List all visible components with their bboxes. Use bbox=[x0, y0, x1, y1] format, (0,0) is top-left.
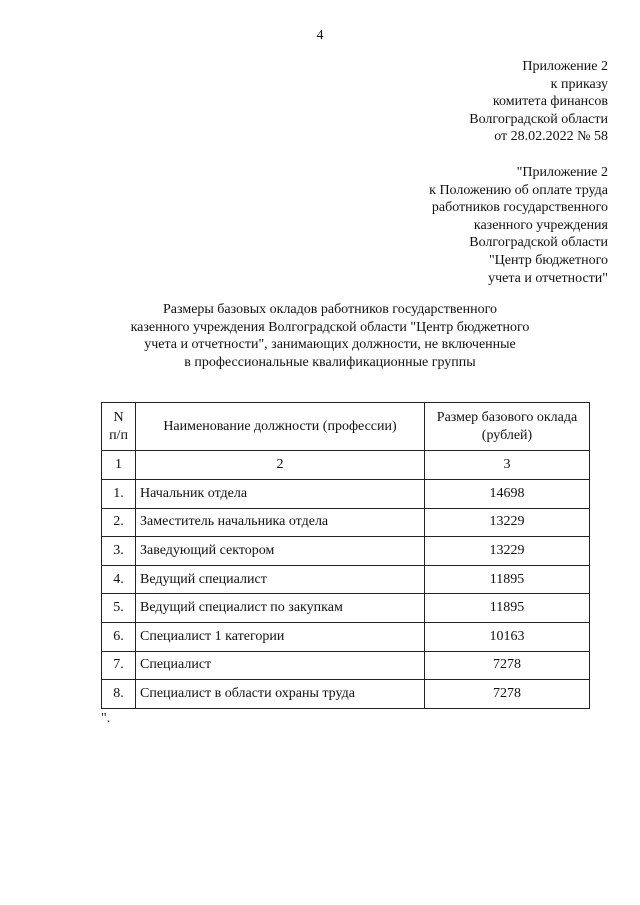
appendix-order-block bbox=[469, 58, 608, 146]
column-number: 1 bbox=[102, 451, 136, 480]
page-number: 4 bbox=[316, 28, 324, 43]
table-row bbox=[102, 508, 590, 537]
position-name: Ведущий специалист bbox=[136, 565, 425, 594]
table-row bbox=[102, 537, 590, 566]
base-salary: 11895 bbox=[425, 565, 590, 594]
appendix-regulation-line: Волгоградской области bbox=[469, 235, 608, 251]
table-row bbox=[102, 565, 590, 594]
table-header-row bbox=[102, 403, 590, 451]
base-salary: 13229 bbox=[425, 537, 590, 566]
table-row bbox=[102, 622, 590, 651]
title-line: в профессиональные квалификационные группы bbox=[184, 354, 476, 370]
position-name: Специалист bbox=[136, 651, 425, 680]
base-salary: 7278 bbox=[425, 651, 590, 680]
header-number bbox=[102, 403, 136, 451]
position-name: Заведующий сектором bbox=[136, 537, 425, 566]
salary-table bbox=[101, 402, 590, 709]
title-line: Размеры базовых окладов работников государственного bbox=[163, 302, 497, 317]
base-salary: 14698 bbox=[425, 480, 590, 509]
header-number-line: п/п bbox=[109, 427, 128, 443]
table-row bbox=[102, 480, 590, 509]
row-number: 1. bbox=[102, 480, 136, 509]
position-name: Специалист в области охраны труда bbox=[136, 680, 425, 709]
column-numbers-row bbox=[102, 451, 590, 480]
position-name: Специалист 1 категории bbox=[136, 622, 425, 651]
table-row bbox=[102, 594, 590, 623]
base-salary: 7278 bbox=[425, 680, 590, 709]
appendix-order-line: Волгоградской области bbox=[469, 111, 608, 127]
row-number: 2. bbox=[102, 508, 136, 537]
row-number: 7. bbox=[102, 651, 136, 680]
row-number: 6. bbox=[102, 622, 136, 651]
title-line: казенного учреждения Волгоградской области "Центр бюджетного bbox=[130, 319, 530, 335]
appendix-regulation-line: "Приложение 2 bbox=[516, 165, 608, 180]
position-name: Заместитель начальника отдела bbox=[136, 508, 425, 537]
row-number: 4. bbox=[102, 565, 136, 594]
appendix-order-line: от 28.02.2022 № 58 bbox=[494, 129, 608, 145]
appendix-regulation-line: учета и отчетности" bbox=[488, 270, 608, 286]
table-row bbox=[102, 651, 590, 680]
header-position-line: Наименование должности (профессии) bbox=[163, 418, 397, 434]
row-number: 8. bbox=[102, 680, 136, 709]
appendix-regulation-block bbox=[429, 164, 608, 287]
position-name: Начальник отдела bbox=[136, 480, 425, 509]
column-number: 3 bbox=[425, 451, 590, 480]
row-number: 5. bbox=[102, 594, 136, 623]
position-name: Ведущий специалист по закупкам bbox=[136, 594, 425, 623]
header-salary-line: (рублей) bbox=[481, 427, 533, 443]
document-title bbox=[60, 301, 600, 371]
table-row bbox=[102, 680, 590, 709]
base-salary: 11895 bbox=[425, 594, 590, 623]
title-line: учета и отчетности", занимающих должности, не включенные bbox=[144, 337, 516, 353]
appendix-regulation-line: казенного учреждения bbox=[473, 217, 608, 233]
appendix-regulation-line: "Центр бюджетного bbox=[488, 252, 608, 268]
closing-quote-mark: ". bbox=[101, 711, 111, 726]
appendix-regulation-line: работников государственного bbox=[431, 200, 608, 216]
header-base-salary bbox=[425, 403, 590, 451]
row-number: 3. bbox=[102, 537, 136, 566]
appendix-order-line: к приказу bbox=[550, 76, 608, 92]
column-number: 2 bbox=[136, 451, 425, 480]
header-number-line: N bbox=[113, 409, 124, 425]
appendix-regulation-line: к Положению об оплате труда bbox=[429, 182, 608, 198]
header-position-name bbox=[136, 403, 425, 451]
header-salary-line: Размер базового оклада bbox=[436, 409, 578, 425]
base-salary: 13229 bbox=[425, 508, 590, 537]
appendix-order-line: Приложение 2 bbox=[522, 59, 608, 74]
appendix-order-line: комитета финансов bbox=[492, 94, 608, 110]
base-salary: 10163 bbox=[425, 622, 590, 651]
